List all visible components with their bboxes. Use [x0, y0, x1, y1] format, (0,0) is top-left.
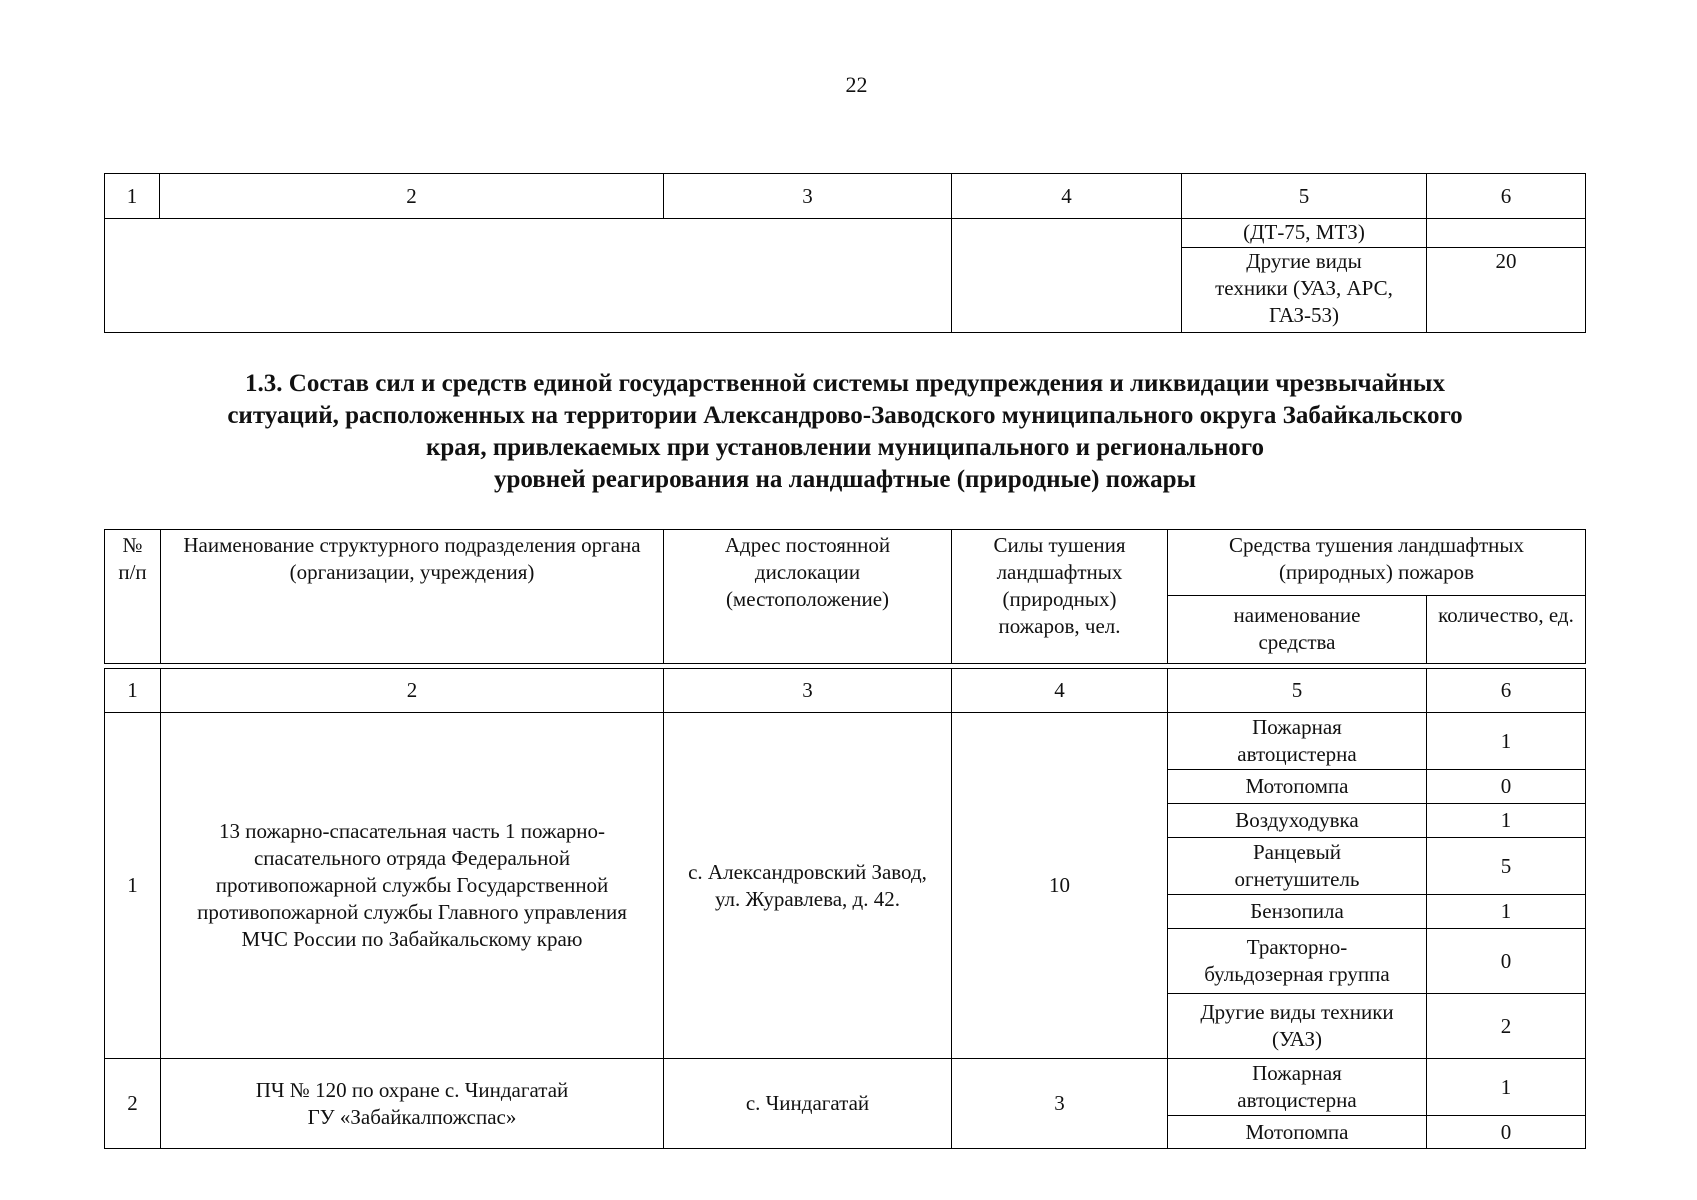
header-people: [952, 530, 1168, 664]
equipment-qty: 20: [1427, 248, 1586, 333]
equipment-name-text: Другие виды техники (УАЗ, АРС, ГАЗ-53): [1215, 249, 1393, 327]
entry-address: с. Чиндагатай: [664, 1059, 952, 1149]
entry-number: 2: [105, 1059, 161, 1149]
equipment-qty: 1: [1427, 804, 1586, 838]
equipment-qty: [1427, 219, 1586, 248]
header-equipment-name-text: наименование средства: [1233, 603, 1361, 654]
heading-line: уровней реагирования на ландшафтные (природные) пожары: [493, 466, 1197, 493]
equipment-name-text: Тракторно-бульдозерная группа: [1204, 935, 1390, 986]
header-unit: Наименование структурного подразделения органа (организации, учреждения): [161, 530, 664, 664]
section-heading: [104, 368, 1586, 496]
equipment-qty: 0: [1427, 770, 1586, 804]
equipment-qty: 0: [1427, 1116, 1586, 1149]
header-means: [1168, 530, 1586, 596]
col-number: 1: [105, 174, 160, 219]
equipment-qty: 5: [1427, 838, 1586, 895]
equipment-name-text: Другие виды техники (УАЗ): [1200, 1000, 1394, 1051]
entry-address: [664, 713, 952, 1059]
continuation-table: [104, 173, 1586, 333]
header-address-text: Адрес постоянной дислокации (местоположение): [724, 533, 891, 611]
equipment-name: Бензопила: [1168, 895, 1427, 929]
col-number: 3: [664, 669, 952, 713]
equipment-name: [1168, 929, 1427, 994]
header-equipment-qty-text: количество, ед.: [1438, 603, 1574, 627]
header-means-text: Средства тушения ландшафтных (природных) пожаров: [1228, 533, 1525, 584]
equipment-name-text: Ранцевый огнетушитель: [1234, 840, 1360, 891]
table-row: [105, 713, 1586, 770]
header-number-text: № п/п: [118, 533, 147, 584]
col-number: 3: [664, 174, 952, 219]
heading-line: края, привлекаемых при установлении муниципального и регионального: [426, 434, 1264, 461]
col-number: 2: [160, 174, 664, 219]
col-number: 6: [1427, 174, 1586, 219]
col-number: 6: [1427, 669, 1586, 713]
col-number: 4: [952, 669, 1168, 713]
equipment-name: [1168, 994, 1427, 1059]
equipment-qty: 1: [1427, 1059, 1586, 1116]
main-table-header: [104, 529, 1586, 664]
entry-people: 10: [952, 713, 1168, 1059]
table-row: [105, 1059, 1586, 1116]
empty-cell: [952, 219, 1182, 333]
equipment-name: [1168, 713, 1427, 770]
entry-unit-line: ГУ «Забайкалпожспас»: [307, 1104, 517, 1129]
header-people-text: Силы тушения ландшафтных (природных) пожаров, чел.: [993, 533, 1126, 638]
header-equipment-name: [1168, 596, 1427, 664]
header-equipment-qty: [1427, 596, 1586, 664]
equipment-name: [1168, 1059, 1427, 1116]
entry-number: 1: [105, 713, 161, 1059]
equipment-name: Воздуходувка: [1168, 804, 1427, 838]
equipment-qty: 1: [1427, 713, 1586, 770]
equipment-name: Мотопомпа: [1168, 770, 1427, 804]
equipment-qty: 1: [1427, 895, 1586, 929]
column-number-row: [105, 669, 1586, 713]
equipment-name-text: Пожарная автоцистерна: [1237, 715, 1357, 766]
equipment-name-text: Пожарная автоцистерна: [1237, 1061, 1357, 1112]
col-number: 5: [1182, 174, 1427, 219]
entry-unit-text: 13 пожарно-спасательная часть 1 пожарно-спасательного отряда Федеральной противопожарной службы Государственной противопожарной службы Главного управления МЧС России по Забайкальскому краю: [197, 819, 627, 951]
page-number: 22: [845, 72, 868, 97]
heading-line: ситуаций, расположенных на территории Александрово-Заводского муниципального округа Забайкальского: [227, 402, 1463, 429]
equipment-name: [1182, 248, 1427, 333]
header-address: [664, 530, 952, 664]
entry-address-text: с. Александровский Завод, ул. Журавлева, д. 42.: [688, 859, 927, 911]
entry-unit-line: ПЧ № 120 по охране с. Чиндагатай: [255, 1077, 569, 1102]
col-number: 2: [161, 669, 664, 713]
equipment-qty: 0: [1427, 929, 1586, 994]
table-row: [105, 219, 1586, 248]
header-number: [105, 530, 161, 664]
entry-unit: [161, 1059, 664, 1149]
heading-line: 1.3. Состав сил и средств единой государственной системы предупреждения и ликвидации чрезвычайных: [245, 370, 1445, 397]
col-number: 5: [1168, 669, 1427, 713]
main-table-body: [104, 668, 1586, 1149]
col-number: 1: [105, 669, 161, 713]
column-number-row: [105, 174, 1586, 219]
equipment-name: (ДТ-75, МТЗ): [1182, 219, 1427, 248]
col-number: 4: [952, 174, 1182, 219]
equipment-name: [1168, 838, 1427, 895]
entry-people: 3: [952, 1059, 1168, 1149]
empty-cell: [105, 219, 952, 333]
entry-unit: [161, 713, 664, 1059]
equipment-name: Мотопомпа: [1168, 1116, 1427, 1149]
equipment-qty: 2: [1427, 994, 1586, 1059]
